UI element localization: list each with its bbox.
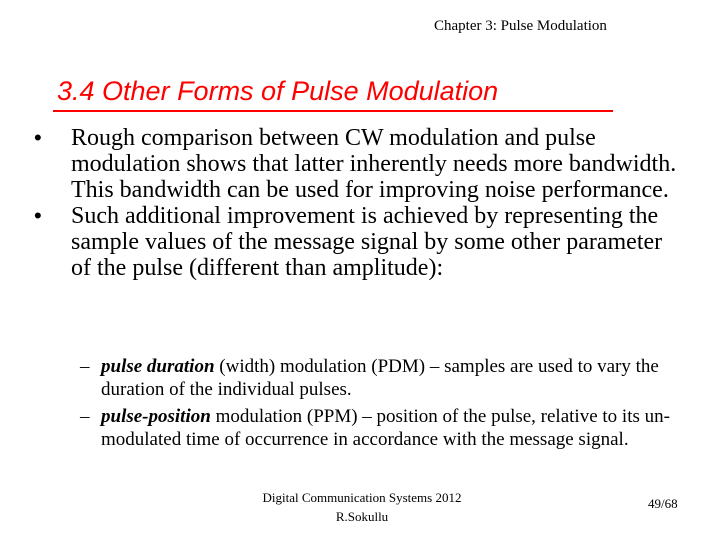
slide-title: 3.4 Other Forms of Pulse Modulation	[57, 76, 499, 106]
sub-bullet-list	[80, 355, 680, 455]
footer-course	[232, 488, 492, 526]
sub-bullet-item	[80, 355, 680, 401]
bullet-text: Such additional improvement is achieved by representing the sample values of the message signal by some other parameter of the pulse (different than amplitude):	[71, 203, 663, 281]
sub-bullet-item	[80, 405, 680, 451]
bullet-marker: •	[34, 203, 42, 228]
bullet-text: Rough comparison between CW modulation and pulse modulation shows that latter inherently needs more bandwidth. This bandwidth can be used for improving noise performance.	[71, 125, 677, 203]
footer-course-title: Digital Communication Systems 2012	[262, 490, 462, 505]
dash-marker: –	[80, 356, 90, 377]
sub-bullet-term: pulse-position	[101, 406, 211, 427]
bullet-item	[30, 203, 680, 281]
footer-author: R.Sokullu	[335, 509, 389, 524]
bullet-list	[30, 125, 680, 281]
sub-bullet-term: pulse duration	[101, 356, 215, 377]
title-underline	[53, 110, 613, 112]
sub-bullet-text: modulation (PPM) – position of the pulse, relative to its un-modulated time of occurrence in accordance with the message signal.	[101, 406, 670, 450]
page-number: 49/68	[648, 496, 678, 511]
sub-bullet-text: (width) modulation (PDM) – samples are used to vary the duration of the individual pulses.	[101, 356, 659, 400]
bullet-item	[30, 125, 680, 203]
dash-marker: –	[80, 406, 90, 427]
bullet-marker: •	[34, 125, 42, 150]
chapter-header: Chapter 3: Pulse Modulation	[434, 18, 607, 34]
